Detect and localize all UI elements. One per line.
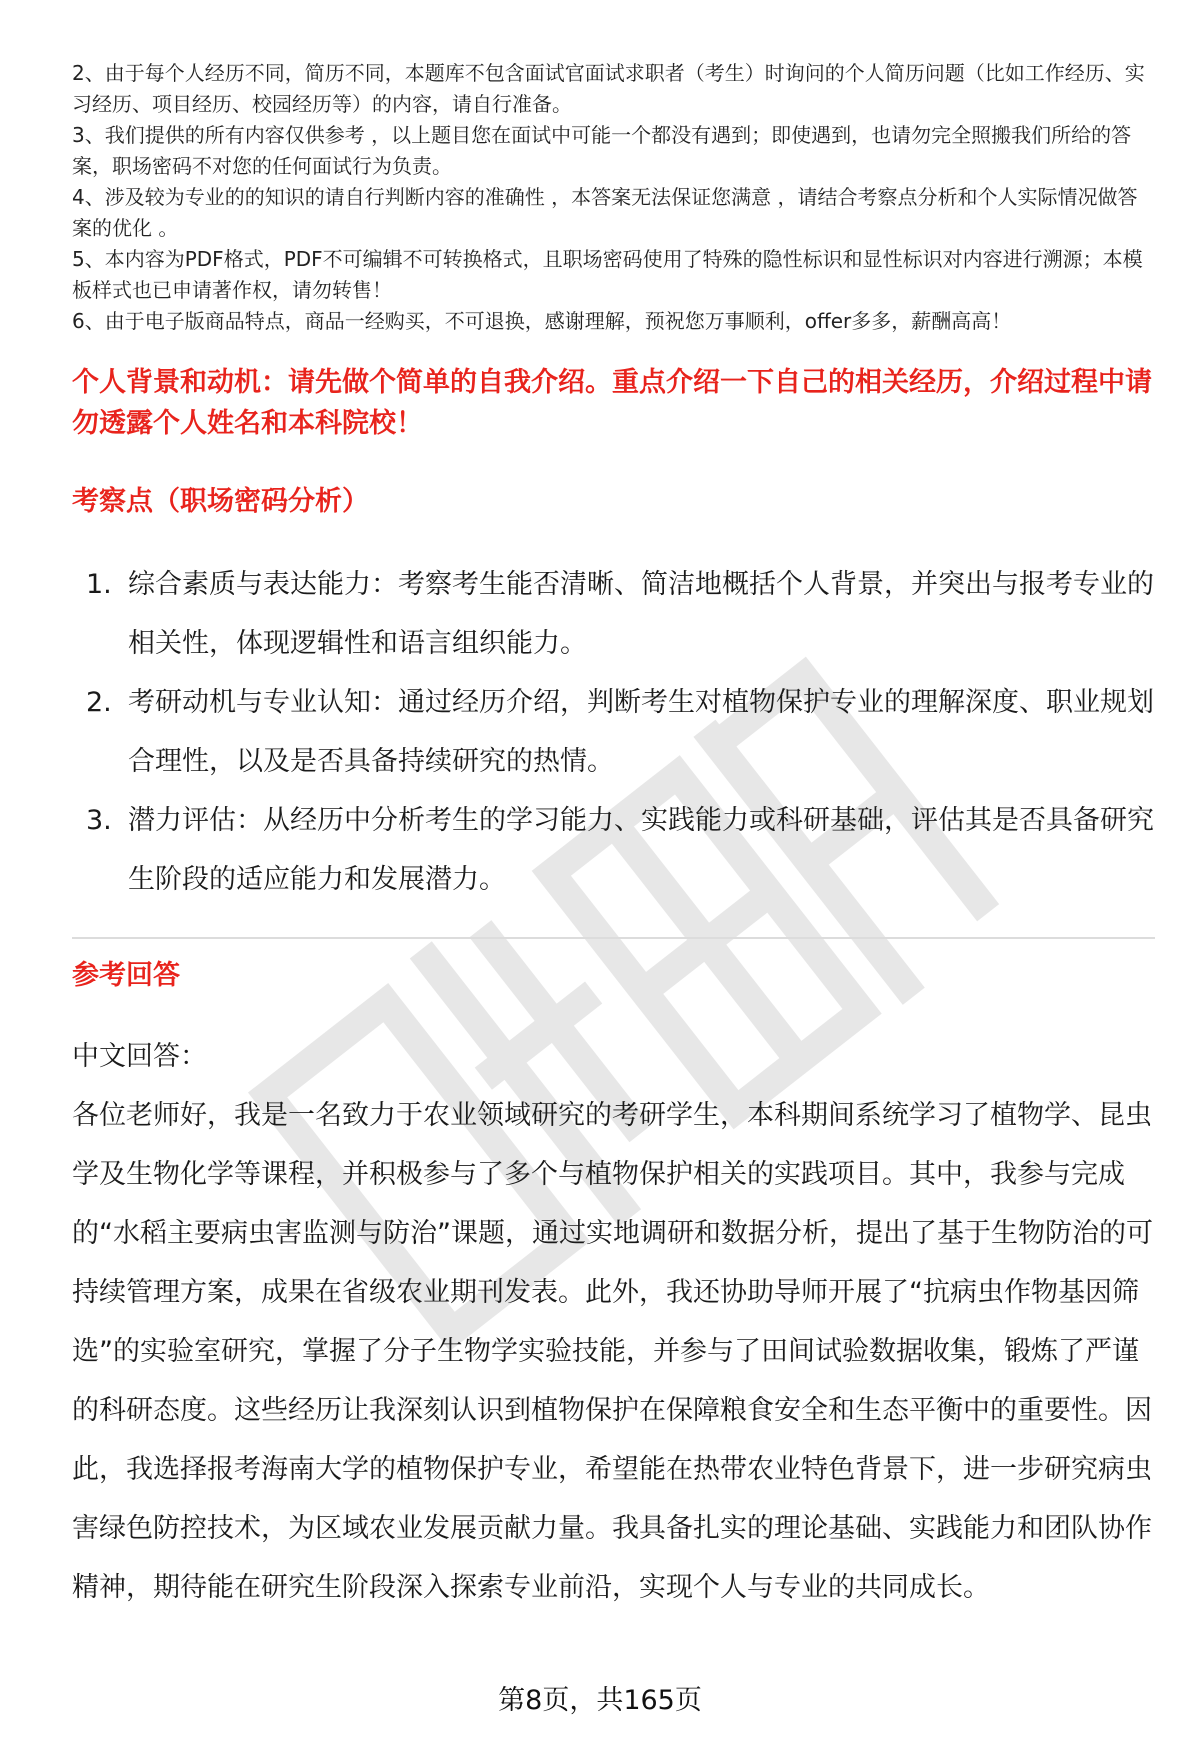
list-item-number: 3.	[86, 805, 112, 836]
note-item: 3、我们提供的所有内容仅供参考 ，以上题目您在面试中可能一个都没有遇到；即使遇到，也请勿完全照搬我们所给的答案，职场密码不对您的任何面试行为负责。	[72, 123, 1132, 178]
list-item	[72, 673, 1157, 791]
question-heading: 个人背景和动机：请先做个简单的自我介绍。重点介绍一下自己的相关经历，介绍过程中请勿透露个人姓名和本科院校！	[72, 367, 1152, 439]
reference-heading: 参考回答	[72, 960, 180, 991]
list-item-text: 考研动机与专业认知：通过经历介绍，判断考生对植物保护专业的理解深度、职业规划合理性，以及是否具备持续研究的热情。	[128, 687, 1154, 777]
analysis-list	[72, 555, 1157, 909]
list-item-number: 2.	[86, 687, 112, 718]
note-item: 5、本内容为PDF格式，PDF不可编辑不可转换格式，且职场密码使用了特殊的隐性标识和显性标识对内容进行溯源；本模板样式也已申请著作权，请勿转售！	[72, 247, 1143, 302]
note-item: 4、涉及较为专业的的知识的请自行判断内容的准确性 ，本答案无法保证您满意 ，请结合考察点分析和个人实际情况做答案的优化 。	[72, 185, 1138, 240]
answer-text: 各位老师好，我是一名致力于农业领域研究的考研学生，本科期间系统学习了植物学、昆虫学及生物化学等课程，并积极参与了多个与植物保护相关的实践项目。其中，我参与完成的“水稻主要病虫害监测与防治”课题，通过实地调研和数据分析，提出了基于生物防治的可持续管理方案，成果在省级农业期刊发表。此外，我还协助导师开展了“抗病虫作物基因筛选”的实验室研究，掌握了分子生物学实验技能，并参与了田间试验数据收集，锻炼了严谨的科研态度。这些经历让我深刻认识到植物保护在保障粮食安全和生态平衡中的重要性。因此，我选择报考海南大学的植物保护专业，希望能在热带农业特色背景下，进一步研究病虫害绿色防控技术，为区域农业发展贡献力量。我具备扎实的理论基础、实践能力和团队协作精神，期待能在研究生阶段深入探索专业前沿，实现个人与专业的共同成长。	[72, 1100, 1153, 1603]
list-item	[72, 555, 1157, 673]
section-divider	[72, 937, 1155, 939]
answer-label: 中文回答：	[72, 1041, 207, 1072]
list-item-number: 1.	[86, 569, 112, 600]
list-item	[72, 791, 1157, 909]
answer-block	[72, 1027, 1160, 1617]
analysis-heading: 考察点（职场密码分析）	[72, 486, 369, 517]
page-number: 第8页，共165页	[498, 1685, 702, 1716]
list-item-text: 综合素质与表达能力：考察考生能否清晰、简洁地概括个人背景，并突出与报考专业的相关性，体现逻辑性和语言组织能力。	[128, 569, 1154, 659]
list-item-text: 潜力评估：从经历中分析考生的学习能力、实践能力或科研基础，评估其是否具备研究生阶段的适应能力和发展潜力。	[128, 805, 1154, 895]
note-item: 2、由于每个人经历不同，简历不同，本题库不包含面试官面试求职者（考生）时询问的个人简历问题（比如工作经历、实习经历、项目经历、校园经历等）的内容，请自行准备。	[72, 61, 1145, 116]
note-item: 6、由于电子版商品特点，商品一经购买，不可退换，感谢理解，预祝您万事顺利，offer多多，薪酬高高！	[72, 309, 1012, 333]
notes-block	[72, 58, 1157, 337]
